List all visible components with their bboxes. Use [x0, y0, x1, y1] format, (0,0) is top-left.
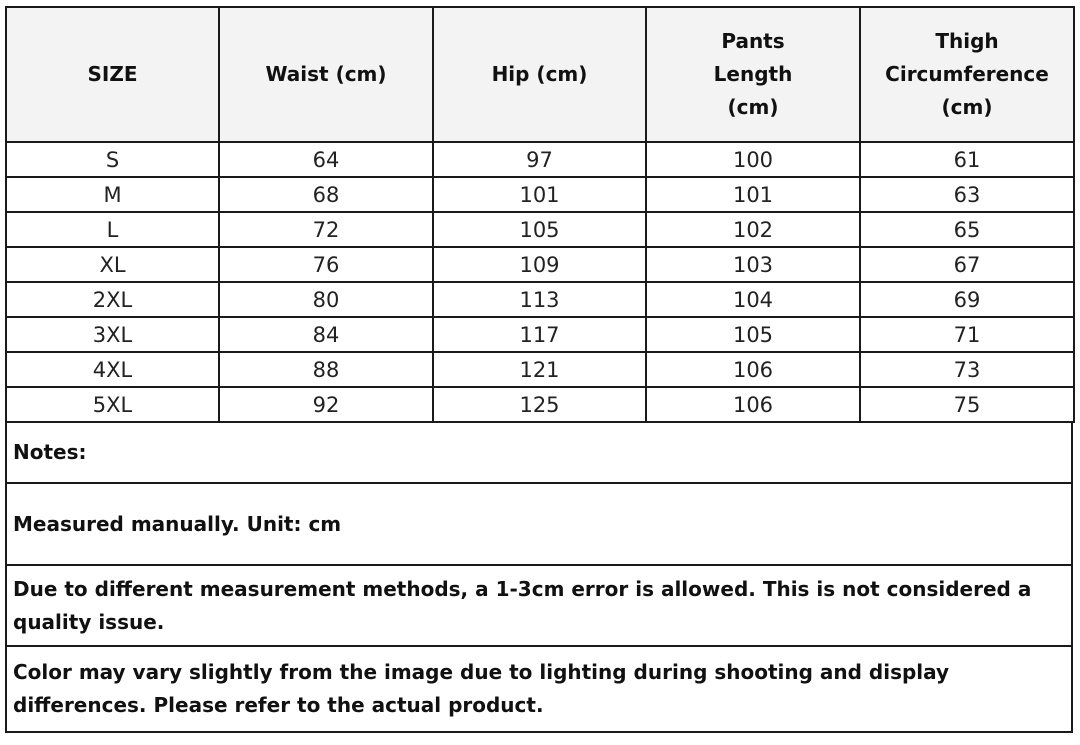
cell-pants-length: 101 — [646, 177, 860, 212]
note-row — [6, 565, 1072, 646]
size-chart — [5, 6, 1073, 733]
cell-waist: 84 — [219, 317, 433, 352]
cell-waist: 76 — [219, 247, 433, 282]
header-pants-length: Pants Length (cm) — [646, 7, 860, 142]
cell-hip: 109 — [433, 247, 646, 282]
header-size: SIZE — [6, 7, 219, 142]
cell-size: 5XL — [6, 387, 219, 422]
cell-size: 3XL — [6, 317, 219, 352]
cell-size: S — [6, 142, 219, 177]
header-waist: Waist (cm) — [219, 7, 433, 142]
table-row — [6, 317, 1074, 352]
cell-pants-length: 106 — [646, 387, 860, 422]
cell-hip: 125 — [433, 387, 646, 422]
table-row — [6, 177, 1074, 212]
note-measurement-error: Due to different measurement methods, a 1-3cm error is allowed. This is not considered a quality issue. — [6, 565, 1072, 646]
note-row — [6, 483, 1072, 565]
note-measured-manually: Measured manually. Unit: cm — [6, 483, 1072, 565]
header-thigh-circumference: Thigh Circumference (cm) — [860, 7, 1074, 142]
notes-table — [5, 421, 1073, 733]
cell-hip: 113 — [433, 282, 646, 317]
table-row — [6, 352, 1074, 387]
header-hip: Hip (cm) — [433, 7, 646, 142]
cell-thigh: 73 — [860, 352, 1074, 387]
header-row — [6, 7, 1074, 142]
cell-pants-length: 104 — [646, 282, 860, 317]
cell-pants-length: 103 — [646, 247, 860, 282]
note-color-variation: Color may vary slightly from the image due to lighting during shooting and display differences. Please refer to the actual product. — [6, 646, 1072, 732]
cell-hip: 97 — [433, 142, 646, 177]
cell-pants-length: 106 — [646, 352, 860, 387]
cell-thigh: 61 — [860, 142, 1074, 177]
table-row — [6, 212, 1074, 247]
cell-waist: 88 — [219, 352, 433, 387]
cell-thigh: 69 — [860, 282, 1074, 317]
cell-hip: 121 — [433, 352, 646, 387]
cell-waist: 72 — [219, 212, 433, 247]
cell-size: XL — [6, 247, 219, 282]
table-row — [6, 247, 1074, 282]
notes-heading-row — [6, 422, 1072, 483]
cell-thigh: 71 — [860, 317, 1074, 352]
cell-size: M — [6, 177, 219, 212]
table-row — [6, 282, 1074, 317]
cell-hip: 101 — [433, 177, 646, 212]
cell-thigh: 63 — [860, 177, 1074, 212]
cell-size: 2XL — [6, 282, 219, 317]
cell-size: L — [6, 212, 219, 247]
table-row — [6, 387, 1074, 422]
cell-pants-length: 100 — [646, 142, 860, 177]
cell-thigh: 65 — [860, 212, 1074, 247]
cell-hip: 105 — [433, 212, 646, 247]
cell-size: 4XL — [6, 352, 219, 387]
cell-waist: 92 — [219, 387, 433, 422]
table-row — [6, 142, 1074, 177]
cell-pants-length: 105 — [646, 317, 860, 352]
notes-heading: Notes: — [6, 422, 1072, 483]
cell-thigh: 75 — [860, 387, 1074, 422]
size-table — [5, 6, 1075, 423]
note-row — [6, 646, 1072, 732]
cell-waist: 80 — [219, 282, 433, 317]
cell-thigh: 67 — [860, 247, 1074, 282]
cell-waist: 68 — [219, 177, 433, 212]
cell-pants-length: 102 — [646, 212, 860, 247]
cell-hip: 117 — [433, 317, 646, 352]
cell-waist: 64 — [219, 142, 433, 177]
